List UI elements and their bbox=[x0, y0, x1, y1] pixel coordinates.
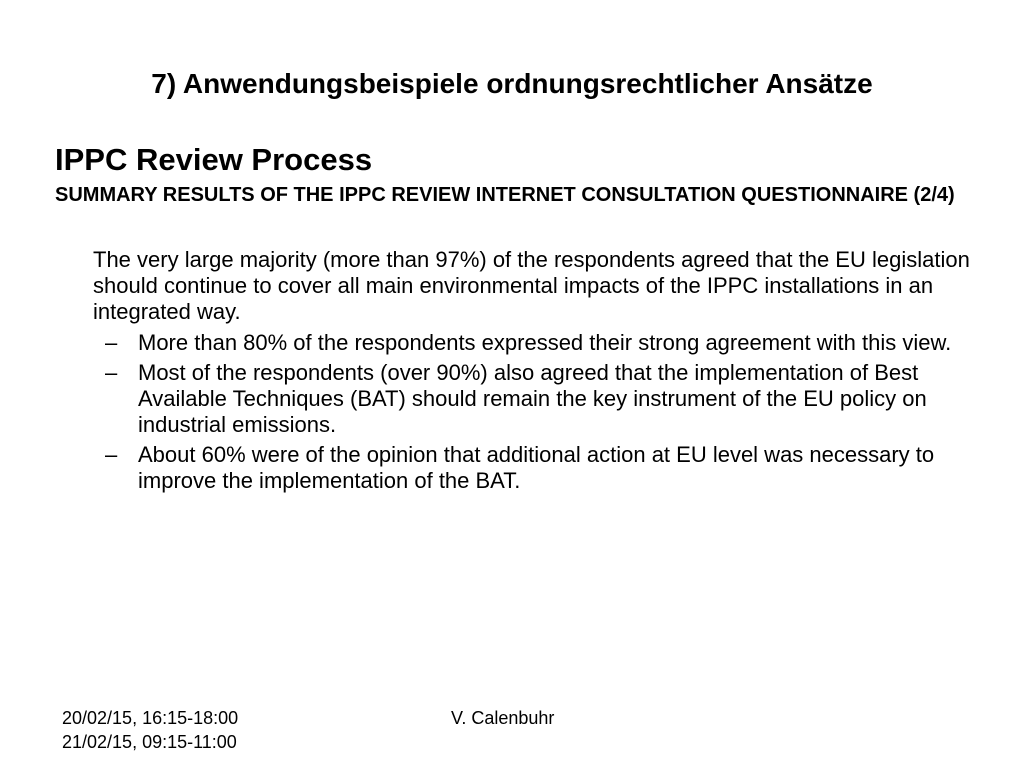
footer-date-line-2: 21/02/15, 09:15-11:00 bbox=[62, 732, 237, 752]
section-heading: IPPC Review Process bbox=[55, 142, 373, 177]
section-subheading: SUMMARY RESULTS OF THE IPPC REVIEW INTERNET CONSULTATION QUESTIONNAIRE (2/4) bbox=[55, 184, 955, 206]
footer-author: V. Calenbuhr bbox=[451, 708, 555, 728]
slide-title: 7) Anwendungsbeispiele ordnungsrechtlicher Ansätze bbox=[151, 68, 873, 99]
bullet-list bbox=[55, 330, 975, 494]
bullet-item bbox=[55, 442, 958, 494]
bullet-item bbox=[55, 360, 958, 438]
slide-content bbox=[55, 140, 975, 498]
dash-marker: – bbox=[105, 442, 118, 467]
footer-date bbox=[62, 706, 238, 754]
bullet-text: Most of the respondents (over 90%) also agreed that the implementation of Best Available Techniques (BAT) should remain the key instrument of the EU policy on industrial emissions. bbox=[138, 360, 927, 437]
dash-marker: – bbox=[105, 330, 118, 355]
bullet-item bbox=[55, 330, 958, 356]
intro-paragraph: The very large majority (more than 97%) of the respondents agreed that the EU legislation should continue to cover all main environmental impacts of the IPPC installations in an integrated way. bbox=[93, 247, 970, 324]
bullet-text: More than 80% of the respondents expressed their strong agreement with this view. bbox=[138, 330, 952, 355]
footer-date-line-1: 20/02/15, 16:15-18:00 bbox=[62, 708, 239, 728]
dash-marker: – bbox=[105, 360, 118, 385]
bullet-text: About 60% were of the opinion that additional action at EU level was necessary to improve the implementation of the BAT. bbox=[138, 442, 935, 493]
